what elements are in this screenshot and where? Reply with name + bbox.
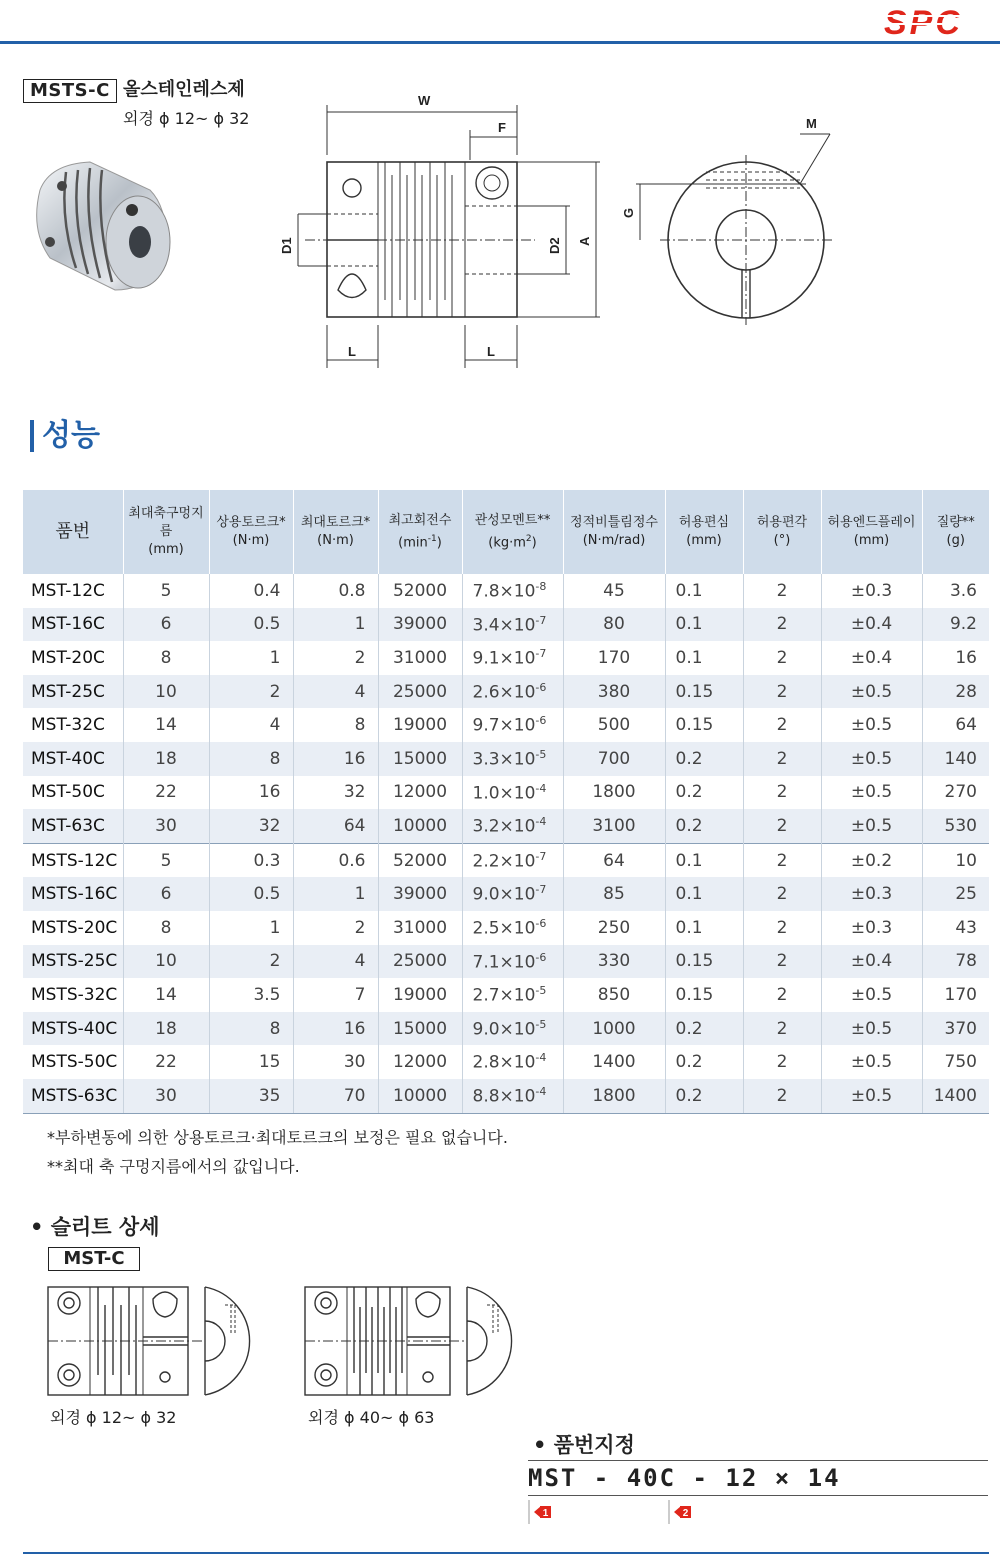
table-row bbox=[23, 1045, 989, 1079]
outer-diameter-range: 외경 ϕ 12~ ϕ 32 bbox=[123, 109, 250, 128]
table-cell: 12000 bbox=[378, 1045, 462, 1079]
table-cell: 380 bbox=[563, 675, 665, 709]
table-cell: 1 bbox=[209, 911, 293, 945]
table-cell: 2 bbox=[743, 945, 821, 979]
ordering-marker-1 bbox=[528, 1500, 552, 1524]
spc-logo bbox=[876, 2, 986, 40]
column-header-label: 질량** bbox=[936, 515, 975, 530]
dim-l-right: L bbox=[487, 344, 495, 359]
performance-table bbox=[23, 490, 989, 1114]
table-cell: 2 bbox=[293, 641, 378, 675]
table-cell: 22 bbox=[123, 776, 209, 810]
table-cell: 64 bbox=[293, 809, 378, 843]
part-number-cell: MSTS-50C bbox=[23, 1045, 123, 1079]
table-cell: 2 bbox=[743, 809, 821, 843]
table-cell: ±0.4 bbox=[821, 641, 922, 675]
table-cell: ±0.2 bbox=[821, 843, 922, 877]
table-cell: 64 bbox=[955, 715, 977, 736]
table-cell: 7 bbox=[293, 978, 378, 1012]
table-cell: 0.1 bbox=[665, 911, 743, 945]
table-cell: 10000 bbox=[378, 809, 462, 843]
table-cell: $7.8\times 10^{-8}$ bbox=[462, 574, 563, 608]
coupling-photo bbox=[20, 150, 180, 300]
slit-figure-small bbox=[45, 1285, 270, 1400]
column-header-unit: (N·m) bbox=[317, 533, 354, 548]
table-cell: 2 bbox=[743, 1012, 821, 1046]
model-tag: MSTS-C bbox=[23, 79, 117, 103]
column-header bbox=[563, 490, 665, 574]
column-header-label: 정적비틀림정수 bbox=[570, 515, 658, 530]
table-cell: 43 bbox=[955, 917, 977, 938]
table-cell: 330 bbox=[563, 945, 665, 979]
table-cell: $9.0\times 10^{-7}$ bbox=[462, 877, 563, 911]
note-1: *부하변동에 의한 상용토르크·최대토르크의 보정은 필요 없습니다. bbox=[47, 1128, 508, 1147]
table-cell: 6 bbox=[123, 608, 209, 642]
table-cell: 1 bbox=[209, 641, 293, 675]
section-title: 성능 bbox=[42, 418, 100, 453]
table-cell: $3.4\times 10^{-7}$ bbox=[462, 608, 563, 642]
table-cell: 25000 bbox=[378, 675, 462, 709]
part-number-cell: MSTS-12C bbox=[23, 843, 123, 877]
table-cell: 0.1 bbox=[665, 574, 743, 608]
column-header-unit: (°) bbox=[773, 533, 791, 548]
table-cell: 19000 bbox=[378, 708, 462, 742]
slit-figure-large bbox=[302, 1285, 532, 1400]
table-cell: $3.2\times 10^{-4}$ bbox=[462, 809, 563, 843]
part-number-cell: MST-20C bbox=[23, 641, 123, 675]
table-cell: 70 bbox=[293, 1079, 378, 1113]
table-cell: 1400 bbox=[922, 1079, 989, 1113]
ordering-marker-2 bbox=[668, 1500, 692, 1524]
column-header-label: 상용토르크* bbox=[216, 515, 286, 530]
table-cell: 2 bbox=[209, 945, 293, 979]
part-number-cell: MSTS-25C bbox=[23, 945, 123, 979]
table-cell: 2 bbox=[743, 742, 821, 776]
table-cell: 16 bbox=[293, 742, 378, 776]
table-cell: $9.0\times 10^{-5}$ bbox=[462, 1012, 563, 1046]
column-header-label: 허용편심 bbox=[678, 515, 730, 530]
table-cell: 2 bbox=[743, 776, 821, 810]
dim-a: A bbox=[577, 236, 592, 246]
table-cell: 170 bbox=[563, 641, 665, 675]
table-row bbox=[23, 742, 989, 776]
table-cell: 0.5 bbox=[209, 608, 293, 642]
table-cell: ±0.3 bbox=[821, 911, 922, 945]
table-cell: 2 bbox=[743, 608, 821, 642]
table-row bbox=[23, 641, 989, 675]
table-cell: ±0.5 bbox=[821, 1079, 922, 1113]
table-cell: 0.8 bbox=[293, 574, 378, 608]
table-cell: 140 bbox=[922, 742, 989, 776]
table-cell: 30 bbox=[123, 1079, 209, 1113]
column-header bbox=[821, 490, 922, 574]
table-cell: 9.2 bbox=[922, 608, 989, 642]
svg-text:2: 2 bbox=[682, 1508, 689, 1519]
table-cell: 1 bbox=[293, 608, 378, 642]
dim-d2: D2 bbox=[547, 237, 562, 254]
part-number-cell: MST-63C bbox=[23, 809, 123, 843]
column-header-unit: (mm) bbox=[853, 533, 890, 548]
section-bar bbox=[30, 420, 34, 452]
part-number-cell: MST-32C bbox=[23, 708, 123, 742]
part-number-cell: MST-16C bbox=[23, 608, 123, 642]
table-cell: 30 bbox=[123, 809, 209, 843]
table-cell: 0.6 bbox=[293, 843, 378, 877]
column-header bbox=[922, 490, 989, 574]
table-cell: 6 bbox=[123, 877, 209, 911]
table-cell: 12000 bbox=[378, 776, 462, 810]
table-cell: 16 bbox=[209, 776, 293, 810]
column-header-unit: $(\min^{-1})$ bbox=[398, 533, 442, 551]
table-cell: 2 bbox=[743, 877, 821, 911]
column-header-label: 관성모멘트** bbox=[474, 512, 551, 528]
table-cell: $2.6\times 10^{-6}$ bbox=[462, 675, 563, 709]
table-cell: 700 bbox=[563, 742, 665, 776]
part-number-cell: MSTS-63C bbox=[23, 1079, 123, 1113]
table-cell: 25 bbox=[922, 877, 989, 911]
table-cell: 52000 bbox=[378, 843, 462, 877]
table-cell: 2 bbox=[743, 1079, 821, 1113]
table-cell: $2.7\times 10^{-5}$ bbox=[462, 978, 563, 1012]
svg-text:1: 1 bbox=[542, 1508, 549, 1519]
ordering-rule-bottom bbox=[528, 1495, 988, 1496]
table-cell: 4 bbox=[209, 708, 293, 742]
table-cell: 370 bbox=[922, 1012, 989, 1046]
part-number-cell: MSTS-40C bbox=[23, 1012, 123, 1046]
table-row bbox=[23, 809, 989, 843]
table-cell: 8 bbox=[209, 742, 293, 776]
table-cell: 15000 bbox=[378, 1012, 462, 1046]
table-cell: 16 bbox=[293, 1012, 378, 1046]
table-cell: 16 bbox=[955, 647, 977, 668]
table-cell: 64 bbox=[563, 843, 665, 877]
table-cell: 45 bbox=[563, 574, 665, 608]
table-cell: 2 bbox=[209, 675, 293, 709]
table-cell: 8 bbox=[123, 641, 209, 675]
column-header-unit: (g) bbox=[946, 533, 965, 548]
column-header-unit: (mm) bbox=[686, 533, 722, 548]
table-cell: 0.1 bbox=[665, 641, 743, 675]
table-cell: ±0.4 bbox=[821, 945, 922, 979]
table-row bbox=[23, 574, 989, 608]
table-cell: 14 bbox=[123, 708, 209, 742]
header-rule bbox=[0, 41, 1000, 44]
column-header-label: 최고회전수 bbox=[388, 512, 452, 528]
table-cell: 32 bbox=[209, 809, 293, 843]
table-row bbox=[23, 911, 989, 945]
part-number-cell: MST-40C bbox=[23, 742, 123, 776]
table-row bbox=[23, 877, 989, 911]
ordering-rule-top bbox=[528, 1460, 988, 1461]
column-header bbox=[378, 490, 462, 574]
ordering-code: MST - 40C - 12 × 14 bbox=[528, 1464, 841, 1492]
table-cell: 15000 bbox=[378, 742, 462, 776]
table-row bbox=[23, 945, 989, 979]
table-row bbox=[23, 675, 989, 709]
table-cell: 0.15 bbox=[665, 978, 743, 1012]
table-cell: 4 bbox=[293, 945, 378, 979]
table-row bbox=[23, 608, 989, 642]
table-cell: ±0.5 bbox=[821, 776, 922, 810]
table-cell: $8.8\times 10^{-4}$ bbox=[462, 1079, 563, 1113]
dim-g: G bbox=[621, 207, 636, 218]
table-cell: 28 bbox=[922, 675, 989, 709]
table-cell: 25000 bbox=[378, 945, 462, 979]
part-number-cell: MSTS-32C bbox=[23, 978, 123, 1012]
table-cell: 530 bbox=[922, 809, 989, 843]
table-cell: $9.1\times 10^{-7}$ bbox=[462, 641, 563, 675]
table-cell: 170 bbox=[944, 984, 977, 1005]
table-cell: 250 bbox=[563, 911, 665, 945]
table-cell: 52000 bbox=[378, 574, 462, 608]
table-cell: 31000 bbox=[378, 911, 462, 945]
table-cell: 0.15 bbox=[665, 945, 743, 979]
slit-caption-small: 외경 ϕ 12~ ϕ 32 bbox=[50, 1408, 177, 1427]
table-cell: 5 bbox=[123, 843, 209, 877]
table-cell: 850 bbox=[563, 978, 665, 1012]
table-cell: 1000 bbox=[563, 1012, 665, 1046]
table-cell: $3.3\times 10^{-5}$ bbox=[462, 742, 563, 776]
column-header-label: 허용엔드플레이 bbox=[827, 515, 916, 530]
table-row bbox=[23, 708, 989, 742]
table-cell: 22 bbox=[123, 1045, 209, 1079]
column-header bbox=[293, 490, 378, 574]
table-cell: 5 bbox=[123, 574, 209, 608]
column-header bbox=[665, 490, 743, 574]
table-cell: ±0.5 bbox=[821, 708, 922, 742]
table-cell: ±0.5 bbox=[821, 1012, 922, 1046]
table-cell: 39000 bbox=[378, 608, 462, 642]
table-row bbox=[23, 978, 989, 1012]
column-header bbox=[743, 490, 821, 574]
part-number-cell: MSTS-20C bbox=[23, 911, 123, 945]
table-cell: 8 bbox=[209, 1012, 293, 1046]
column-header-unit: (N·m/rad) bbox=[582, 533, 646, 548]
table-cell: 39000 bbox=[378, 877, 462, 911]
table-cell: 10 bbox=[123, 675, 209, 709]
table-cell: 500 bbox=[563, 708, 665, 742]
table-cell: 15 bbox=[209, 1045, 293, 1079]
table-row bbox=[23, 843, 989, 877]
dim-w: W bbox=[418, 93, 431, 108]
column-header bbox=[123, 490, 209, 574]
table-cell: 14 bbox=[123, 978, 209, 1012]
slit-detail-title: • 슬리트 상세 bbox=[30, 1215, 160, 1239]
table-cell: 35 bbox=[209, 1079, 293, 1113]
part-number-cell: MST-50C bbox=[23, 776, 123, 810]
column-header-label: 최대토르크* bbox=[300, 515, 371, 530]
table-cell: 0.2 bbox=[665, 1012, 743, 1046]
table-cell: $2.5\times 10^{-6}$ bbox=[462, 911, 563, 945]
logo-text: SPC bbox=[884, 4, 963, 40]
table-cell: ±0.4 bbox=[821, 608, 922, 642]
table-cell: 0.2 bbox=[665, 1079, 743, 1113]
table-cell: ±0.5 bbox=[821, 809, 922, 843]
table-cell: 3100 bbox=[563, 809, 665, 843]
table-cell: 32 bbox=[293, 776, 378, 810]
table-cell: 80 bbox=[563, 608, 665, 642]
table-cell: 2 bbox=[743, 1045, 821, 1079]
table-cell: 2 bbox=[743, 843, 821, 877]
dim-d1: D1 bbox=[279, 237, 294, 254]
table-cell: 4 bbox=[293, 675, 378, 709]
table-cell: $2.2\times 10^{-7}$ bbox=[462, 843, 563, 877]
table-cell: 2 bbox=[743, 675, 821, 709]
table-cell: 18 bbox=[123, 1012, 209, 1046]
table-cell: 31000 bbox=[378, 641, 462, 675]
part-number-cell: MSTS-16C bbox=[23, 877, 123, 911]
dimension-drawing bbox=[270, 85, 850, 375]
table-cell: 2 bbox=[293, 911, 378, 945]
table-cell: 30 bbox=[293, 1045, 378, 1079]
table-header-row bbox=[23, 490, 989, 574]
ordering-title: • 품번지정 bbox=[533, 1433, 635, 1457]
table-cell: 2 bbox=[743, 708, 821, 742]
table-cell: ±0.5 bbox=[821, 1045, 922, 1079]
table-cell: 0.1 bbox=[665, 843, 743, 877]
table-cell: 8 bbox=[123, 911, 209, 945]
table-cell: 0.15 bbox=[665, 675, 743, 709]
table-cell: 10000 bbox=[378, 1079, 462, 1113]
column-header-label: 허용편각 bbox=[756, 515, 808, 530]
table-cell: 0.5 bbox=[209, 877, 293, 911]
column-header-unit: (mm) bbox=[148, 542, 184, 557]
table-cell: 2 bbox=[743, 641, 821, 675]
table-cell: 270 bbox=[944, 782, 977, 803]
column-header bbox=[462, 490, 563, 574]
table-cell: 0.4 bbox=[209, 574, 293, 608]
table-cell: ±0.5 bbox=[821, 742, 922, 776]
table-cell: $7.1\times 10^{-6}$ bbox=[462, 945, 563, 979]
table-cell: $2.8\times 10^{-4}$ bbox=[462, 1045, 563, 1079]
part-number-cell: MST-25C bbox=[23, 675, 123, 709]
table-cell: 0.1 bbox=[665, 877, 743, 911]
table-cell: ±0.5 bbox=[821, 675, 922, 709]
table-cell: 0.2 bbox=[665, 809, 743, 843]
table-cell: ±0.3 bbox=[821, 877, 922, 911]
column-header-label: 품번 bbox=[55, 521, 91, 542]
column-header-label: 최대축구멍지름 bbox=[128, 506, 204, 539]
table-cell: 0.2 bbox=[665, 776, 743, 810]
table-cell: $1.0\times 10^{-4}$ bbox=[462, 776, 563, 810]
table-cell: 18 bbox=[123, 742, 209, 776]
dim-l-left: L bbox=[348, 344, 356, 359]
table-cell: 0.1 bbox=[665, 608, 743, 642]
table-cell: 1800 bbox=[563, 776, 665, 810]
table-cell: ±0.5 bbox=[821, 978, 922, 1012]
column-header-unit: $(kg\cdot m^2)$ bbox=[488, 533, 537, 551]
column-header bbox=[209, 490, 293, 574]
table-cell: 2 bbox=[743, 978, 821, 1012]
table-cell: 1800 bbox=[563, 1079, 665, 1113]
table-cell: 1400 bbox=[563, 1045, 665, 1079]
table-cell: 3.5 bbox=[209, 978, 293, 1012]
table-cell: 0.15 bbox=[665, 708, 743, 742]
table-cell: 10 bbox=[922, 843, 989, 877]
table-cell: ±0.3 bbox=[821, 574, 922, 608]
table-cell: 1 bbox=[293, 877, 378, 911]
note-2: **최대 축 구멍지름에서의 값입니다. bbox=[47, 1157, 300, 1176]
table-cell: 19000 bbox=[378, 978, 462, 1012]
slit-model-tag: MST-C bbox=[48, 1247, 140, 1271]
table-cell: 8 bbox=[293, 708, 378, 742]
table-row bbox=[23, 776, 989, 810]
table-cell: 2 bbox=[743, 911, 821, 945]
table-cell: 0.2 bbox=[665, 1045, 743, 1079]
slit-caption-large: 외경 ϕ 40~ ϕ 63 bbox=[308, 1408, 435, 1427]
table-cell: 2 bbox=[743, 574, 821, 608]
material-description: 올스테인레스제 bbox=[123, 79, 245, 100]
table-cell: $9.7\times 10^{-6}$ bbox=[462, 708, 563, 742]
table-cell: 78 bbox=[922, 945, 989, 979]
table-cell: 85 bbox=[563, 877, 665, 911]
table-cell: 3.6 bbox=[949, 580, 977, 601]
table-cell: 10 bbox=[123, 945, 209, 979]
table-row bbox=[23, 1079, 989, 1113]
table-row bbox=[23, 1012, 989, 1046]
table-cell: 750 bbox=[944, 1052, 977, 1073]
table-cell: 0.3 bbox=[209, 843, 293, 877]
part-number-cell: MST-12C bbox=[23, 574, 123, 608]
table-cell: 0.2 bbox=[665, 742, 743, 776]
dim-m: M bbox=[806, 116, 817, 131]
column-header bbox=[23, 490, 123, 574]
column-header-unit: (N·m) bbox=[232, 533, 270, 548]
footer-rule bbox=[23, 1552, 989, 1554]
dim-f: F bbox=[498, 120, 506, 135]
